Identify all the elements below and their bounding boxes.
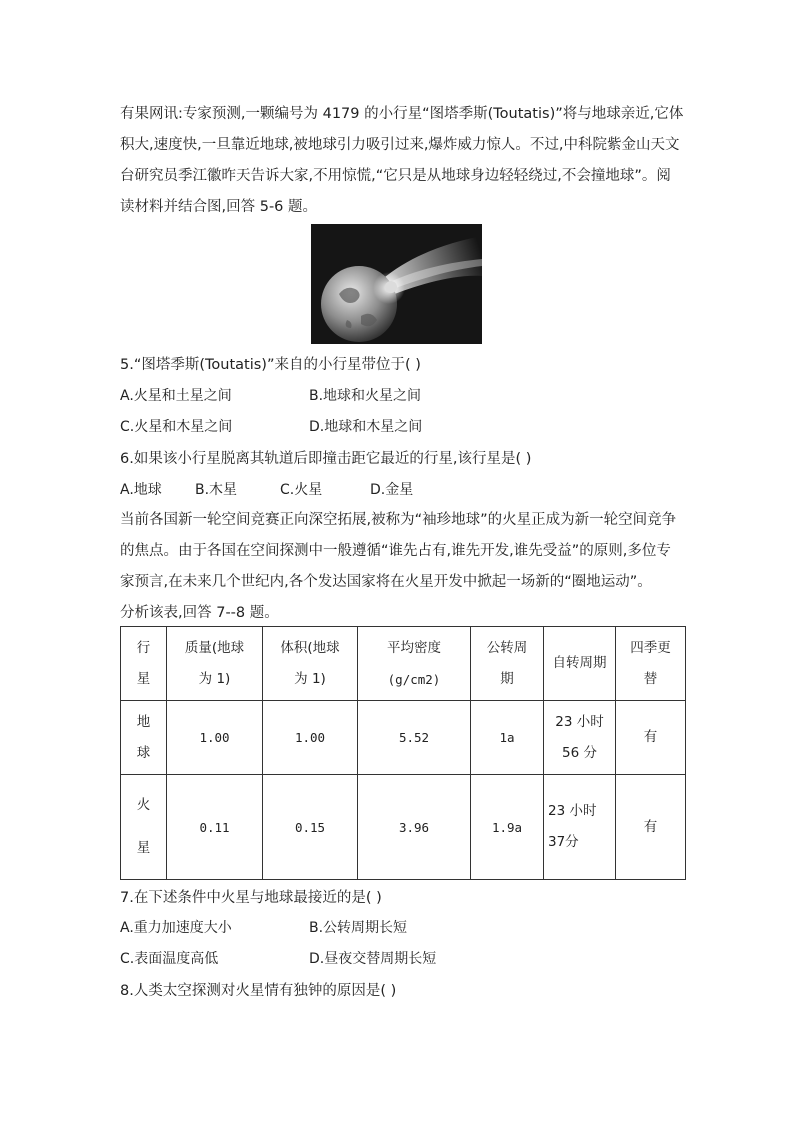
q7-option-a[interactable]: A.重力加速度大小 <box>120 920 232 936</box>
q5-option-d[interactable]: D.地球和木星之间 <box>309 419 423 435</box>
q6-option-a[interactable]: A.地球 <box>120 482 162 498</box>
table-row-earth <box>121 701 686 775</box>
cell-earth-rotation: 23 小时 56 分 <box>544 701 616 775</box>
table-row-mars <box>121 775 686 880</box>
intro-line-3: 台研究员季江徽昨天告诉大家,不用惊慌,“它只是从地球身边轻轻绕过,不会撞地球”。阅 <box>120 168 671 184</box>
cell-earth-seasons: 有 <box>616 701 686 775</box>
table-header-row <box>121 627 686 701</box>
header-volume: 体积(地球 为 1) <box>263 627 358 701</box>
cell-earth-volume: 1.00 <box>263 701 358 775</box>
q7-option-d[interactable]: D.昼夜交替周期长短 <box>309 951 437 967</box>
q6-option-d[interactable]: D.金星 <box>370 482 414 498</box>
mars-intro-line-1: 当前各国新一轮空间竞赛正向深空拓展,被称为“袖珍地球”的火星正成为新一轮空间竞争 <box>120 512 677 528</box>
planet-comparison-table <box>120 626 686 880</box>
q8-stem: 8.人类太空探测对火星情有独钟的原因是( ) <box>120 983 397 999</box>
q6-option-c[interactable]: C.火星 <box>280 482 323 498</box>
q7-stem: 7.在下述条件中火星与地球最接近的是( ) <box>120 890 382 906</box>
q5-option-b[interactable]: B.地球和火星之间 <box>309 388 422 404</box>
header-rotation-period: 自转周期 <box>544 627 616 701</box>
cell-earth-name: 地 球 <box>121 701 167 775</box>
q5-option-c[interactable]: C.火星和木星之间 <box>120 419 233 435</box>
q5-stem: 5.“图塔季斯(Toutatis)”来自的小行星带位于( ) <box>120 357 421 373</box>
cell-mars-mass: 0.11 <box>167 775 263 880</box>
cell-earth-mass: 1.00 <box>167 701 263 775</box>
cell-mars-orbit: 1.9a <box>471 775 544 880</box>
intro-line-2: 积大,速度快,一旦靠近地球,被地球引力吸引过来,爆炸威力惊人。不过,中科院紫金山天文 <box>120 137 680 153</box>
cell-mars-name: 火 星 <box>121 775 167 880</box>
header-mass: 质量(地球 为 1) <box>167 627 263 701</box>
cell-mars-rotation: 23 小时 37分 <box>544 775 616 880</box>
mars-intro-line-3: 家预言,在未来几个世纪内,各个发达国家将在火星开发中掀起一场新的“圈地运动”。 <box>120 574 652 590</box>
mars-intro-line-4: 分析该表,回答 7--8 题。 <box>120 605 279 621</box>
q7-option-c[interactable]: C.表面温度高低 <box>120 951 219 967</box>
q7-option-b[interactable]: B.公转周期长短 <box>309 920 408 936</box>
cell-earth-orbit: 1a <box>471 701 544 775</box>
cell-earth-density: 5.52 <box>358 701 471 775</box>
q5-option-a[interactable]: A.火星和土星之间 <box>120 388 232 404</box>
header-density: 平均密度 (g/cm2) <box>358 627 471 701</box>
header-seasons: 四季更 替 <box>616 627 686 701</box>
cell-mars-density: 3.96 <box>358 775 471 880</box>
asteroid-earth-image <box>311 224 482 344</box>
cell-mars-seasons: 有 <box>616 775 686 880</box>
mars-intro-line-2: 的焦点。由于各国在空间探测中一般遵循“谁先占有,谁先开发,谁先受益”的原则,多位专 <box>120 543 671 559</box>
q6-stem: 6.如果该小行星脱离其轨道后即撞击距它最近的行星,该行星是( ) <box>120 451 532 467</box>
intro-line-1: 有果网讯:专家预测,一颗编号为 4179 的小行星“图塔季斯(Toutatis)”将与地球亲近,它体 <box>120 106 684 122</box>
asteroid-earth-icon <box>311 224 482 344</box>
header-planet: 行 星 <box>121 627 167 701</box>
q6-option-b[interactable]: B.木星 <box>195 482 238 498</box>
cell-mars-volume: 0.15 <box>263 775 358 880</box>
intro-line-4: 读材料并结合图,回答 5-6 题。 <box>120 199 318 215</box>
header-orbit-period: 公转周 期 <box>471 627 544 701</box>
